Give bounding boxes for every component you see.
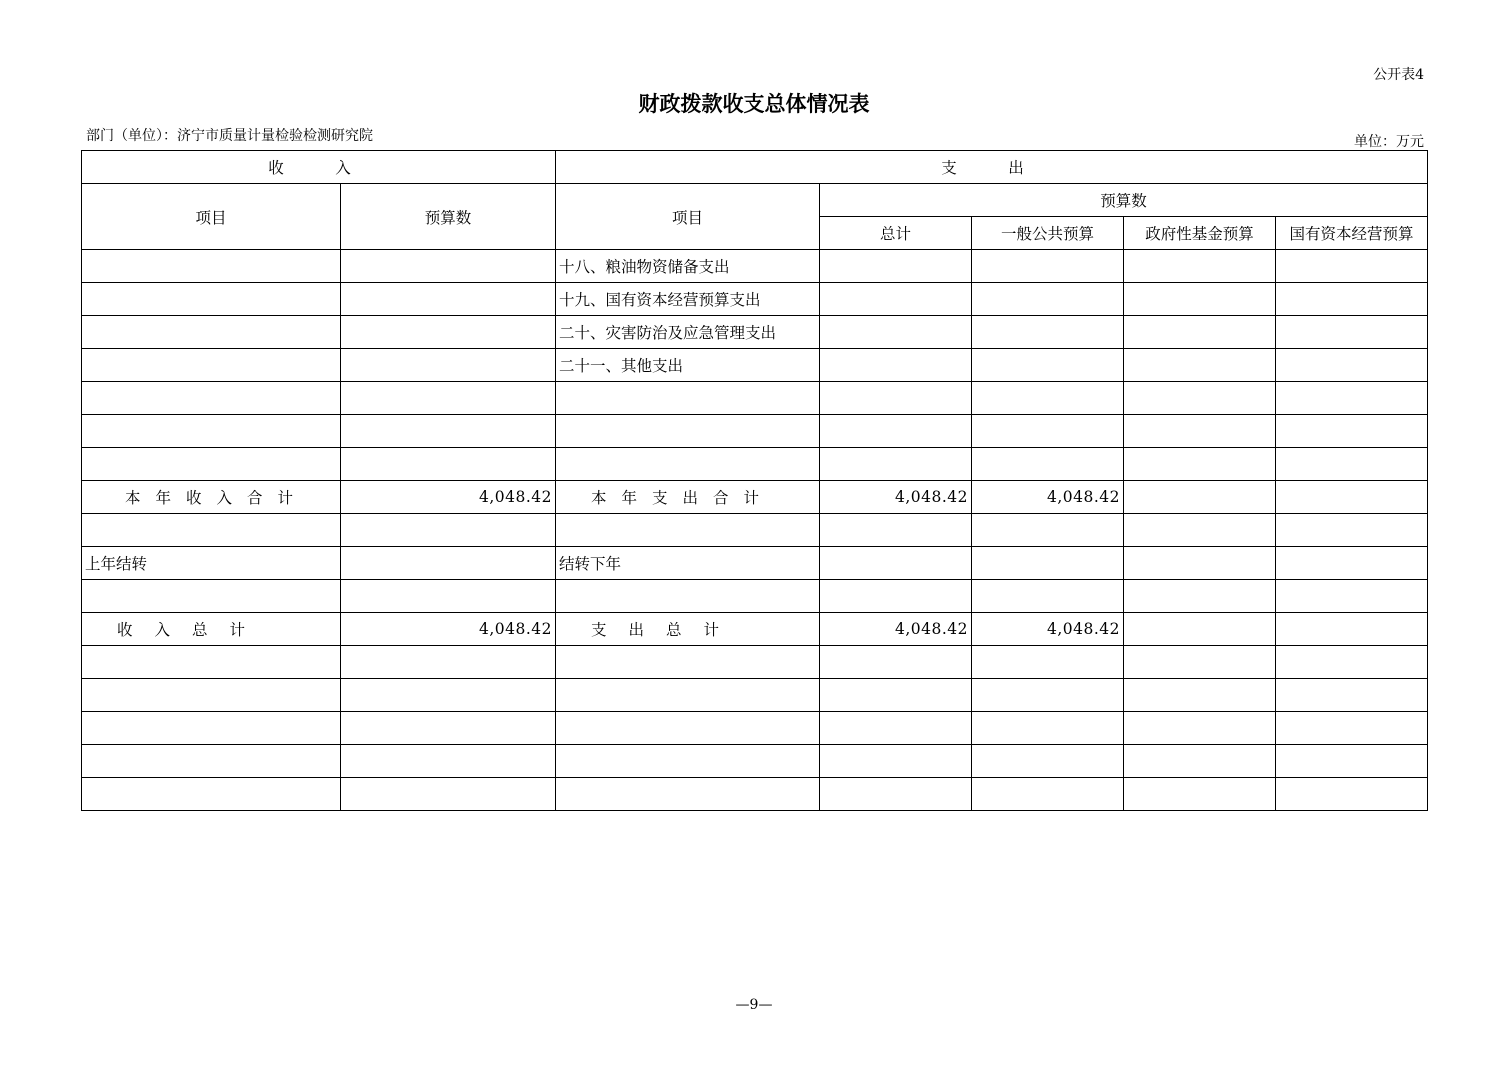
total-cell [820, 646, 972, 679]
table-row [82, 646, 1428, 679]
table-row [82, 481, 1428, 514]
gov-fund-cell [1124, 547, 1276, 580]
state-capital-cell [1276, 646, 1428, 679]
total-cell [820, 415, 972, 448]
total-cell [820, 547, 972, 580]
total-cell: 4,048.42 [820, 481, 972, 514]
income-amount-cell: 4,048.42 [341, 613, 556, 646]
general-public-cell [972, 679, 1124, 712]
total-cell [820, 580, 972, 613]
state-capital-header: 国有资本经营预算 [1276, 217, 1428, 250]
general-public-cell [972, 448, 1124, 481]
income-item-cell [82, 349, 341, 382]
total-cell [820, 283, 972, 316]
income-item-cell [82, 778, 341, 811]
state-capital-cell [1276, 547, 1428, 580]
income-item-cell: 上年结转 [82, 547, 341, 580]
expense-item-cell: 支出总计 [556, 613, 820, 646]
total-cell [820, 679, 972, 712]
general-public-cell [972, 745, 1124, 778]
budget-table [81, 150, 1428, 811]
income-amount-cell [341, 514, 556, 547]
general-public-cell [972, 349, 1124, 382]
gov-fund-cell [1124, 250, 1276, 283]
expense-item-cell [556, 514, 820, 547]
expense-header: 支 出 [556, 151, 1428, 184]
unit-label: 单位：万元 [1354, 134, 1424, 150]
state-capital-cell [1276, 712, 1428, 745]
table-row [82, 448, 1428, 481]
gov-fund-cell [1124, 316, 1276, 349]
income-amount-cell [341, 580, 556, 613]
table-row [82, 415, 1428, 448]
gov-fund-cell [1124, 415, 1276, 448]
page-title: 财政拨款收支总体情况表 [638, 92, 870, 116]
expense-item-cell [556, 382, 820, 415]
total-cell [820, 712, 972, 745]
income-item-cell [82, 679, 341, 712]
general-public-cell [972, 712, 1124, 745]
expense-item-cell [556, 745, 820, 778]
income-item-cell: 收入总计 [82, 613, 341, 646]
state-capital-cell [1276, 448, 1428, 481]
gov-fund-cell [1124, 283, 1276, 316]
expense-item-cell: 二十、灾害防治及应急管理支出 [556, 316, 820, 349]
general-public-cell [972, 250, 1124, 283]
expense-item-cell [556, 778, 820, 811]
state-capital-cell [1276, 316, 1428, 349]
gov-fund-header: 政府性基金预算 [1124, 217, 1276, 250]
state-capital-cell [1276, 679, 1428, 712]
income-amount-cell [341, 415, 556, 448]
total-cell [820, 448, 972, 481]
table-row [82, 283, 1428, 316]
gov-fund-cell [1124, 349, 1276, 382]
general-public-cell [972, 415, 1124, 448]
income-amount-cell [341, 283, 556, 316]
general-public-cell [972, 283, 1124, 316]
table-row [82, 316, 1428, 349]
state-capital-cell [1276, 382, 1428, 415]
state-capital-cell [1276, 415, 1428, 448]
state-capital-cell [1276, 613, 1428, 646]
table-row [82, 613, 1428, 646]
gov-fund-cell [1124, 514, 1276, 547]
income-item-cell [82, 415, 341, 448]
general-public-cell: 4,048.42 [972, 613, 1124, 646]
income-item-cell [82, 514, 341, 547]
gov-fund-cell [1124, 679, 1276, 712]
budget-group-header: 预算数 [820, 184, 1428, 217]
gov-fund-cell [1124, 712, 1276, 745]
total-cell [820, 745, 972, 778]
table-row [82, 547, 1428, 580]
expense-item-cell: 二十一、其他支出 [556, 349, 820, 382]
general-public-cell [972, 316, 1124, 349]
general-public-header: 一般公共预算 [972, 217, 1124, 250]
table-row [82, 745, 1428, 778]
state-capital-cell [1276, 745, 1428, 778]
expense-item-cell [556, 415, 820, 448]
general-public-cell [972, 778, 1124, 811]
total-cell: 4,048.42 [820, 613, 972, 646]
income-item-header: 项目 [82, 184, 341, 250]
income-item-cell [82, 580, 341, 613]
expense-item-header: 项目 [556, 184, 820, 250]
table-row [82, 778, 1428, 811]
income-item-cell [82, 382, 341, 415]
general-public-cell [972, 580, 1124, 613]
income-header: 收 入 [82, 151, 556, 184]
table-row [82, 514, 1428, 547]
table-row [82, 679, 1428, 712]
table-row [82, 712, 1428, 745]
header-row-1 [82, 151, 1428, 184]
income-amount-cell [341, 349, 556, 382]
gov-fund-cell [1124, 613, 1276, 646]
gov-fund-cell [1124, 745, 1276, 778]
income-amount-cell [341, 448, 556, 481]
department-label: 部门（单位）：济宁市质量计量检验检测研究院 [86, 128, 373, 144]
expense-item-cell [556, 580, 820, 613]
page-number: —9— [735, 997, 773, 1013]
state-capital-cell [1276, 514, 1428, 547]
income-item-cell [82, 712, 341, 745]
general-public-cell: 4,048.42 [972, 481, 1124, 514]
expense-item-cell: 结转下年 [556, 547, 820, 580]
income-item-cell [82, 448, 341, 481]
total-cell [820, 250, 972, 283]
income-amount-cell [341, 712, 556, 745]
state-capital-cell [1276, 283, 1428, 316]
gov-fund-cell [1124, 778, 1276, 811]
state-capital-cell [1276, 349, 1428, 382]
general-public-cell [972, 514, 1124, 547]
header-row-2 [82, 184, 1428, 217]
gov-fund-cell [1124, 580, 1276, 613]
expense-item-cell [556, 679, 820, 712]
total-header: 总计 [820, 217, 972, 250]
income-item-cell: 本年收入合计 [82, 481, 341, 514]
income-amount-cell [341, 316, 556, 349]
general-public-cell [972, 646, 1124, 679]
general-public-cell [972, 382, 1124, 415]
income-amount-cell [341, 778, 556, 811]
expense-item-cell: 十八、粮油物资储备支出 [556, 250, 820, 283]
expense-item-cell [556, 646, 820, 679]
form-number: 公开表4 [1373, 67, 1424, 83]
table-body [82, 250, 1428, 811]
income-item-cell [82, 646, 341, 679]
gov-fund-cell [1124, 646, 1276, 679]
state-capital-cell [1276, 250, 1428, 283]
income-amount-cell [341, 547, 556, 580]
income-amount-cell [341, 745, 556, 778]
state-capital-cell [1276, 778, 1428, 811]
income-amount-cell [341, 646, 556, 679]
income-budget-header: 预算数 [341, 184, 556, 250]
income-item-cell [82, 283, 341, 316]
gov-fund-cell [1124, 448, 1276, 481]
state-capital-cell [1276, 580, 1428, 613]
expense-item-cell: 本年支出合计 [556, 481, 820, 514]
expense-item-cell [556, 712, 820, 745]
state-capital-cell [1276, 481, 1428, 514]
income-amount-cell [341, 679, 556, 712]
table-row [82, 580, 1428, 613]
total-cell [820, 778, 972, 811]
total-cell [820, 349, 972, 382]
table-row [82, 349, 1428, 382]
income-item-cell [82, 745, 341, 778]
income-item-cell [82, 250, 341, 283]
total-cell [820, 514, 972, 547]
income-item-cell [82, 316, 341, 349]
income-amount-cell [341, 382, 556, 415]
table-row [82, 382, 1428, 415]
expense-item-cell: 十九、国有资本经营预算支出 [556, 283, 820, 316]
income-amount-cell [341, 250, 556, 283]
general-public-cell [972, 547, 1124, 580]
table-row [82, 250, 1428, 283]
gov-fund-cell [1124, 481, 1276, 514]
total-cell [820, 382, 972, 415]
expense-item-cell [556, 448, 820, 481]
income-amount-cell: 4,048.42 [341, 481, 556, 514]
gov-fund-cell [1124, 382, 1276, 415]
total-cell [820, 316, 972, 349]
